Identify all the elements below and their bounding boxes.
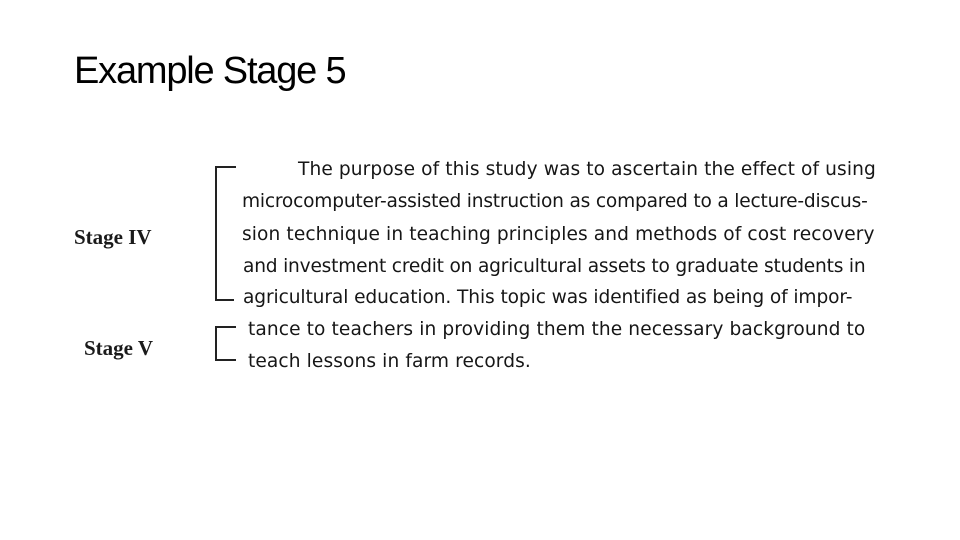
passage-line: teach lessons in farm records.	[248, 351, 531, 372]
passage-line: The purpose of this study was to ascertain the effect of using	[298, 159, 876, 180]
passage-line: agricultural education. This topic was identified as being of impor-	[243, 287, 853, 308]
slide-title: Example Stage 5	[74, 50, 346, 92]
scanned-excerpt	[66, 150, 936, 390]
passage-line: sion technique in teaching principles and methods of cost recovery	[242, 224, 875, 245]
stage-v-label: Stage V	[84, 336, 154, 360]
stage-iv-label: Stage IV	[74, 225, 152, 249]
stage-iv-bracket	[216, 167, 236, 300]
passage-line: and investment credit on agricultural assets to graduate students in	[243, 256, 866, 277]
passage-line: microcomputer-assisted instruction as compared to a lecture-discus-	[242, 191, 868, 212]
passage-line: tance to teachers in providing them the necessary background to	[248, 319, 866, 340]
stage-v-bracket	[216, 327, 236, 360]
